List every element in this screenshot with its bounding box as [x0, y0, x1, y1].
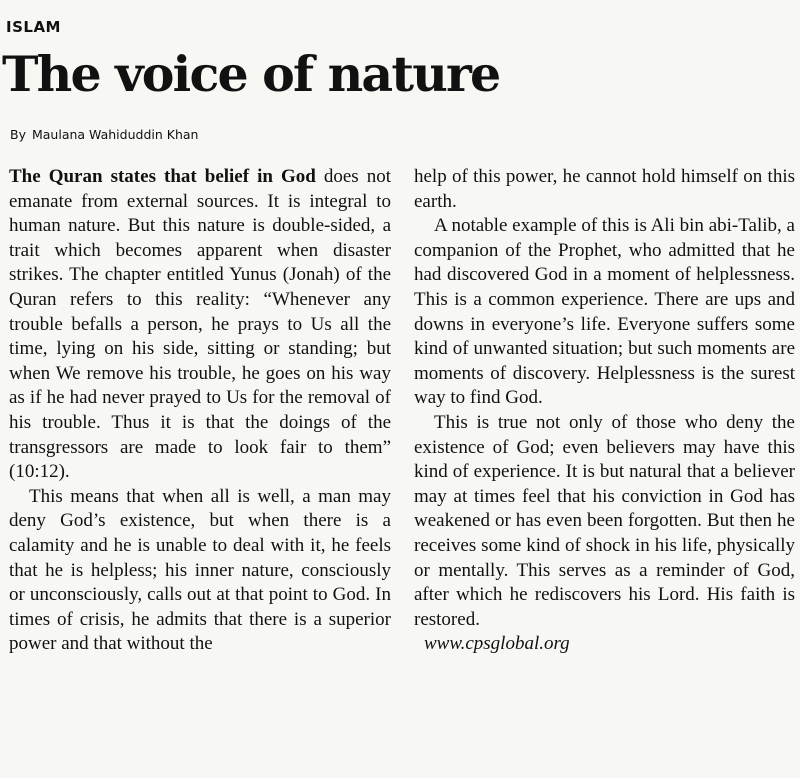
article-paragraph-2-continued: help of this power, he cannot hold himself on this earth.	[414, 166, 795, 212]
article-paragraph-2: This means that when all is well, a man may deny God’s existence, but when there is a calamity and he is unable to deal with it, he feels that he is helpless; his inner nature, consciously or unconsciously, calls out at that point to God. In times of crisis, he admits that there is a superior power and that without the	[9, 485, 391, 655]
article-paragraph-3: A notable example of this is Ali bin abi-Talib, a companion of the Prophet, who admitted that he had discovered God in a moment of helplessness. This is a common experience. There are ups and downs in everyone’s life. Everyone suffers some kind of unwanted situation; but such moments are moments of discovery. Helplessness is the surest way to find God.	[414, 215, 795, 409]
article-paragraph-4: This is true not only of those who deny the existence of God; even believers may have this kind of experience. It is but natural that a believer may at times feel that his conviction in God has weakened or has even been forgotten. But then he receives some kind of shock in his life, physically or mentally. This serves as a reminder of God, after which he rediscovers his Lord. His faith is restored.	[414, 411, 795, 630]
byline-prefix: By	[10, 127, 26, 142]
website-link[interactable]: www.cpsglobal.org	[424, 633, 570, 655]
article-column-left	[9, 165, 391, 657]
article-column-right	[414, 165, 795, 657]
byline	[10, 127, 198, 142]
article-headline: The voice of nature	[2, 45, 500, 103]
author-name: Maulana Wahiduddin Khan	[31, 127, 199, 142]
lead-in-text: The Quran states that belief in God	[9, 166, 316, 187]
paragraph-1-text: does not emanate from external sources. It is integral to human nature. But this nature is double-sided, a trait which becomes apparent when disaster strikes. The chapter entitled Yunus (Jonah) of the Quran refers to this reality: “Whenever any trouble befalls a person, he prays to Us all the time, lying on his side, sitting or standing; but when We remove his trouble, he goes on his way as if he had never prayed to Us for the removal of his trouble. Thus it is that the doings of the transgressors are made to look fair to them” (10:12).	[9, 166, 392, 483]
section-label: ISLAM	[6, 18, 61, 36]
article-paragraph-1	[9, 165, 391, 485]
